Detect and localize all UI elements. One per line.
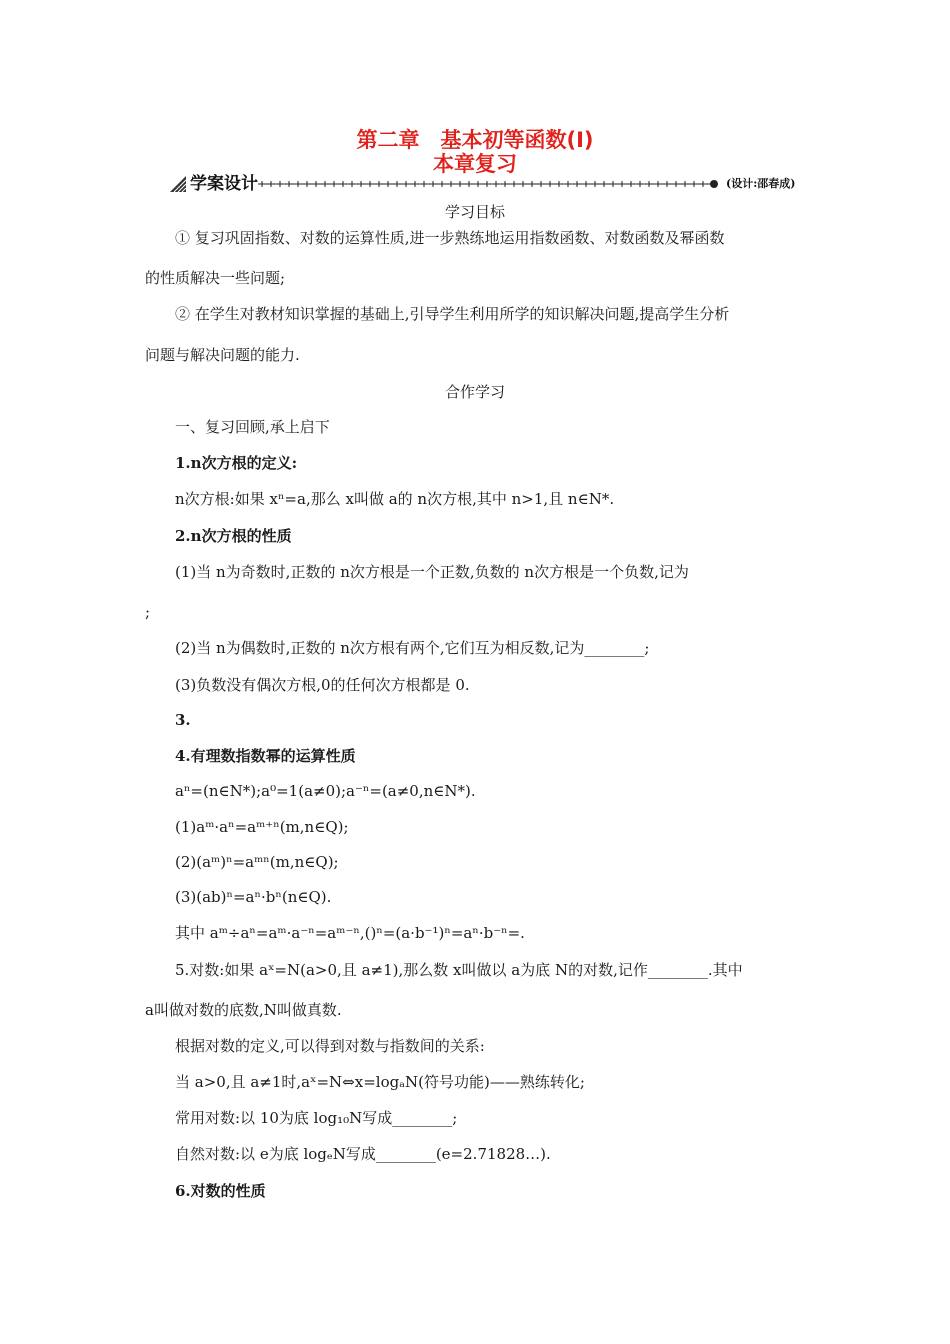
item-1-heading: 1.n次方根的定义:: [175, 454, 298, 472]
item-4-rule-3: (3)(ab)ⁿ=aⁿ·bⁿ(n∈Q).: [175, 888, 332, 906]
item-2-heading: 2.n次方根的性质: [175, 527, 292, 545]
goal-2-line-1: ② 在学生对教材知识掌握的基础上,引导学生利用所学的知识解决问题,提高学生分析: [175, 305, 730, 323]
corner-triangle-icon: [170, 176, 186, 192]
study-plan-banner: [170, 173, 820, 195]
item-2-point-1-end: ;: [145, 603, 151, 621]
goal-1-line-2: 的性质解决一些问题;: [145, 269, 286, 287]
item-5-conversion: 当 a>0,且 a≠1时,aˣ=N⇔x=logₐN(符号功能)——熟练转化;: [175, 1073, 585, 1091]
item-5-line-1: 5.对数:如果 aˣ=N(a>0,且 a≠1),那么数 x叫做以 a为底 N的对数,记作________.其中: [175, 961, 743, 979]
item-5-natural-log: 自然对数:以 e为底 logₑN写成________(e=2.71828…).: [175, 1145, 551, 1163]
item-2-point-2: (2)当 n为偶数时,正数的 n次方根有两个,它们互为相反数,记为________;: [175, 639, 650, 657]
goals-heading: 学习目标: [444, 203, 505, 221]
item-2-point-3: (3)负数没有偶次方根,0的任何次方根都是 0.: [175, 676, 470, 694]
item-6-heading: 6.对数的性质: [175, 1182, 266, 1200]
goal-1-line-1: ① 复习巩固指数、对数的运算性质,进一步熟练地运用指数函数、对数函数及幂函数: [175, 229, 725, 247]
cooperative-heading: 合作学习: [444, 383, 505, 401]
item-5-relation: 根据对数的定义,可以得到对数与指数间的关系:: [175, 1037, 485, 1055]
goal-2-line-2: 问题与解决问题的能力.: [145, 346, 300, 364]
item-3-heading: 3.: [175, 711, 191, 729]
item-4-rule-1: (1)aᵐ·aⁿ=aᵐ⁺ⁿ(m,n∈Q);: [175, 818, 349, 836]
designer-credit: (设计:邵春成): [726, 177, 796, 190]
item-4-definitions: aⁿ=(n∈N*);a⁰=1(a≠0);a⁻ⁿ=(a≠0,n∈N*).: [175, 782, 476, 800]
item-2-point-1: (1)当 n为奇数时,正数的 n次方根是一个正数,负数的 n次方根是一个负数,记为: [175, 563, 689, 581]
section-1-heading: 一、复习回顾,承上启下: [175, 418, 330, 436]
chapter-title: 第二章 基本初等函数(Ⅰ): [356, 128, 594, 152]
item-1-text: n次方根:如果 xⁿ=a,那么 x叫做 a的 n次方根,其中 n>1,且 n∈N*.: [175, 490, 615, 508]
item-4-note: 其中 aᵐ÷aⁿ=aᵐ·a⁻ⁿ=aᵐ⁻ⁿ,()ⁿ=(a·b⁻¹)ⁿ=aⁿ·b⁻ⁿ=.: [175, 924, 525, 942]
item-4-rule-2: (2)(aᵐ)ⁿ=aᵐⁿ(m,n∈Q);: [175, 853, 339, 871]
section-subtitle: 本章复习: [433, 152, 517, 176]
item-5-line-2: a叫做对数的底数,N叫做真数.: [145, 1001, 342, 1019]
dotted-rule: [258, 177, 720, 191]
item-5-common-log: 常用对数:以 10为底 log₁₀N写成________;: [175, 1109, 458, 1127]
banner-label: 学案设计: [190, 174, 258, 194]
item-4-heading: 4.有理数指数幂的运算性质: [175, 747, 356, 765]
